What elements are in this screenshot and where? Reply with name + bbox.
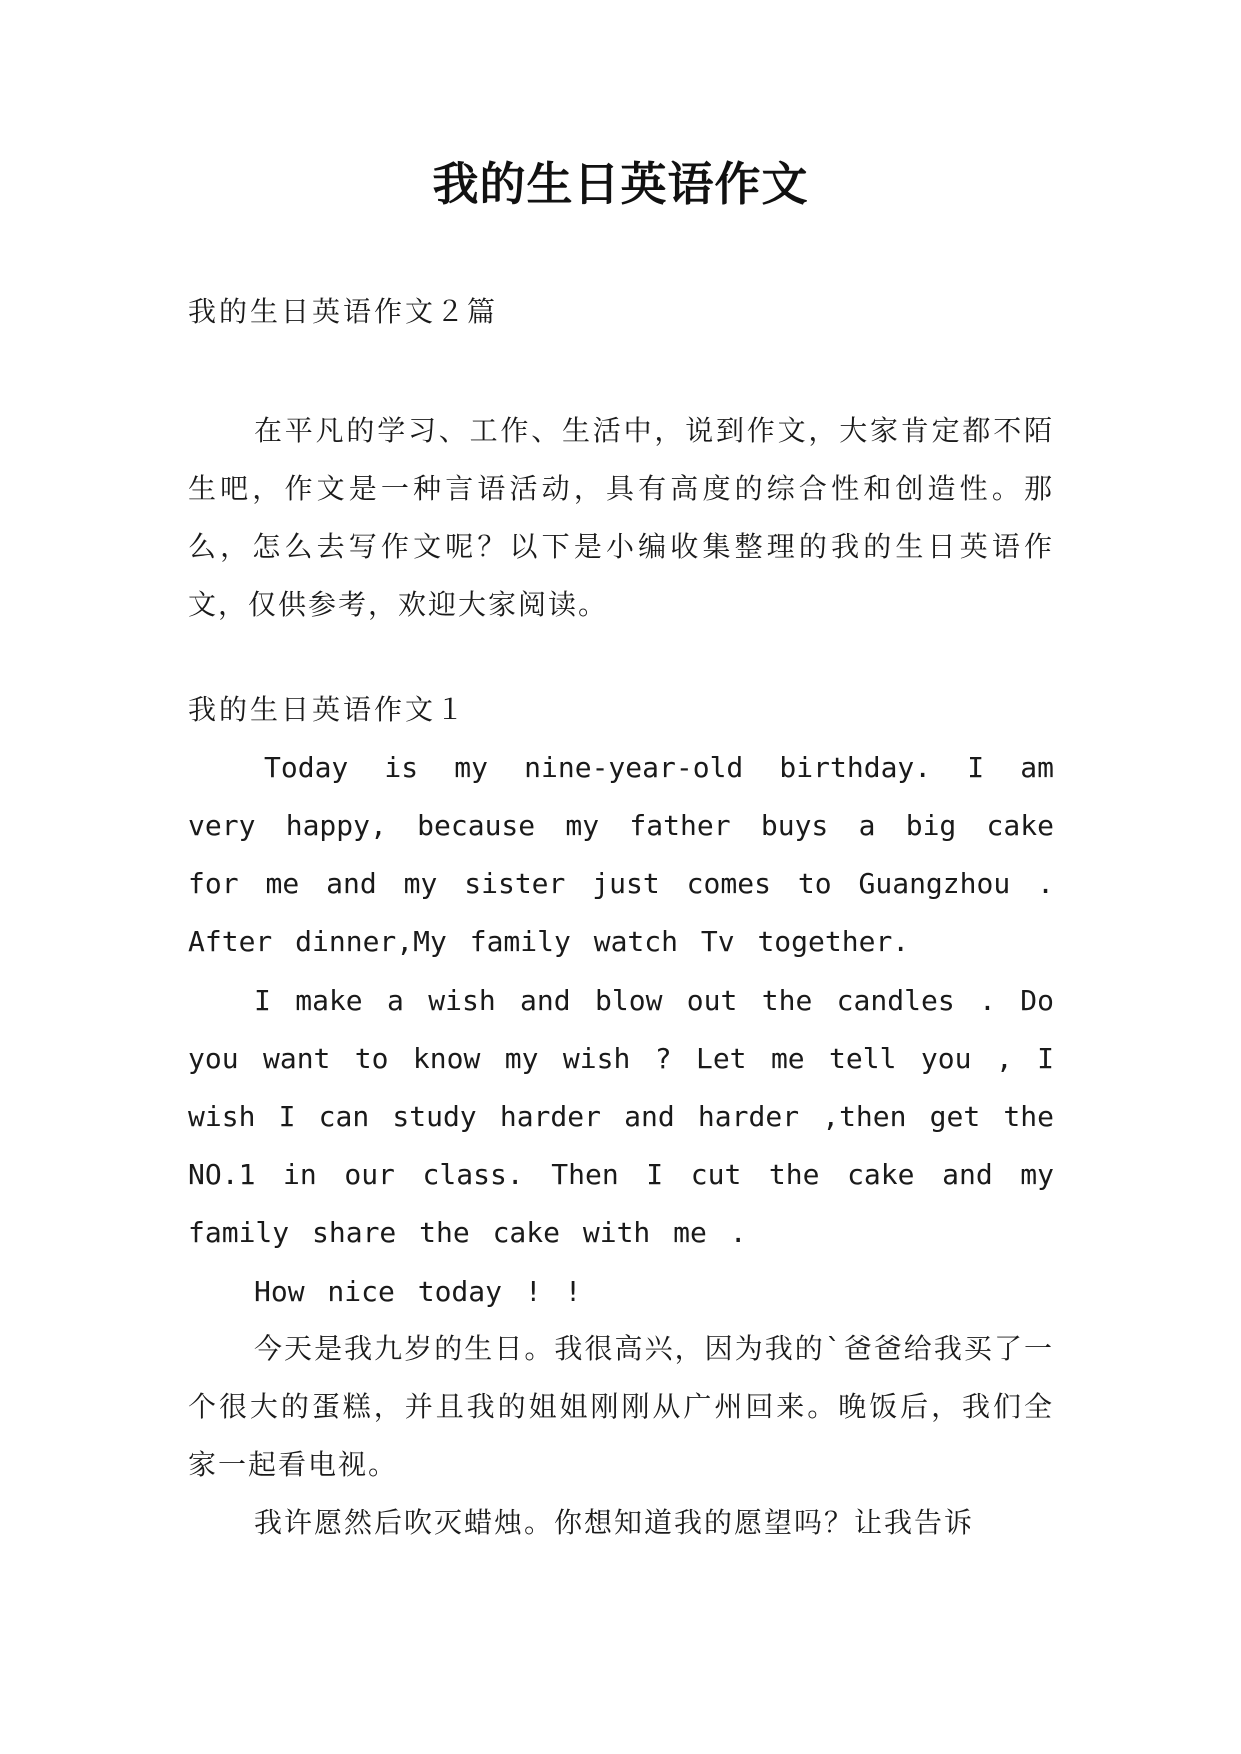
intro-paragraph: 在平凡的学习、工作、生活中，说到作文，大家肯定都不陌生吧，作文是一种言语活动，具有高度的综合性和创造性。那么，怎么去写作文呢？以下是小编收集整理的我的生日英语作文，仅供参考，欢迎大家阅读。 — [188, 414, 1054, 621]
section-heading-1: 我的生日英语作文１ — [188, 693, 468, 726]
document-subtitle: 我的生日英语作文２篇 — [188, 295, 499, 328]
english-paragraph-1: Today is my nine-year-old birthday. I am very happy, because my father buys a big cake for me and my sister just comes to Guangzhou . After dinner,My family watch Tv together. — [188, 751, 1054, 958]
chinese-paragraph-2: 我许愿然后吹灭蜡烛。你想知道我的愿望吗？让我告诉 — [254, 1506, 975, 1539]
english-paragraph-3: How nice today ! ! — [254, 1275, 582, 1308]
chinese-paragraph-1: 今天是我九岁的生日。我很高兴，因为我的`爸爸给我买了一个很大的蛋糕，并且我的姐姐刚刚从广州回来。晚饭后，我们全家一起看电视。 — [188, 1332, 1054, 1481]
document-title: 我的生日英语作文 — [432, 157, 809, 211]
english-paragraph-2: I make a wish and blow out the candles . Do you want to know my wish ? Let me tell you , I wish I can study harder and harder ,then get the NO.1 in our class. Then I cut the cake and my family share the cake with me . — [188, 984, 1054, 1249]
